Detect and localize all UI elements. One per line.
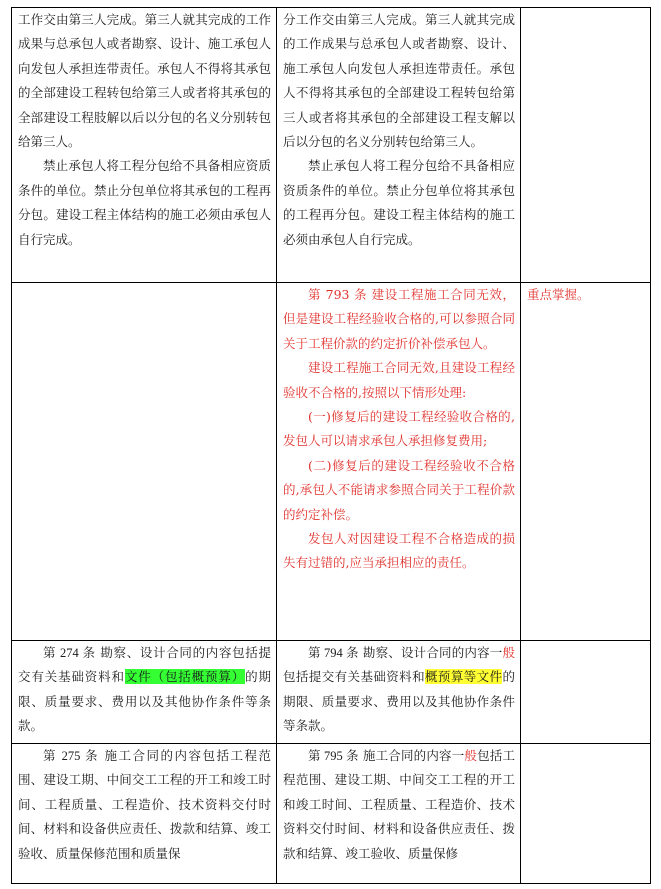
text-run: 施工合同的内容包括工程范围、建设工期、中间交工工程的开工和竣工时间、工程质量、工程造价、技术资料交付时间、材料和设备供应责任、拨款和结算、竣工验收、质量保修范围和质量保 bbox=[18, 748, 271, 861]
comparison-table bbox=[11, 7, 651, 884]
old-law-cell bbox=[12, 8, 277, 283]
old-law-cell bbox=[12, 283, 277, 641]
table-row bbox=[12, 744, 651, 884]
paragraph bbox=[18, 641, 271, 739]
article-number: 第 274 条 bbox=[43, 646, 96, 660]
note-text: 重点掌握。 bbox=[527, 287, 590, 302]
paragraph: 发包人对因建设工程不合格造成的损失有过错的,应当承担相应的责任。 bbox=[283, 531, 515, 571]
paragraph: (一)修复后的建设工程经验收合格的,发包人可以请求承包人承担修复费用; bbox=[283, 409, 515, 449]
article-number: 第 275 条 bbox=[43, 749, 100, 763]
note-cell bbox=[521, 744, 651, 884]
paragraph: 分工作交由第三人完成。第三人就其完成的工作成果与总承包人或者勘察、设计、施工承包人向发包人承担连带责任。承包人不得将其承包的全部建设工程转包给第三人或者将其承包的全部建设工程支解以后以分包的名义分别转包给第三人。 bbox=[283, 12, 515, 150]
paragraph: 第 793 条 建设工程施工合同无效，但是建设工程经验收合格的,可以参照合同关于工程价款的约定折价补偿承包人。 bbox=[283, 287, 515, 351]
paragraph: 建设工程施工合同无效,且建设工程经验收不合格的,按照以下情形处理: bbox=[283, 360, 515, 400]
paragraph bbox=[18, 744, 271, 866]
text-run: 的期限、质量要求、费用以及其他协作条件等条款。 bbox=[283, 669, 515, 734]
text-run: 勘察、设计合同的内容一 bbox=[358, 645, 503, 660]
text-run: 包括提交有关基础资料和 bbox=[283, 669, 425, 685]
yellow-highlight: 概预算等文件 bbox=[425, 669, 503, 685]
red-text: 般 bbox=[464, 748, 478, 763]
note-cell bbox=[521, 283, 651, 641]
old-law-cell bbox=[12, 641, 277, 744]
table-row bbox=[12, 8, 651, 283]
paragraph: (二)修复后的建设工程经验收不合格的,承包人不能请求参照合同关于工程价款的约定补偿。 bbox=[283, 457, 515, 522]
new-law-cell bbox=[277, 8, 521, 283]
article-number: 第 794 条 bbox=[308, 646, 359, 660]
paragraph: 禁止承包人将工程分包给不具备相应资质条件的单位。禁止分包单位将其承包的工程再分包。建设工程主体结构的施工必须由承包人自行完成。 bbox=[18, 158, 271, 247]
old-law-cell bbox=[12, 744, 277, 884]
paragraph bbox=[283, 744, 515, 866]
note-cell bbox=[521, 641, 651, 744]
text-run: 包括工程范围、建设工期、中间交工工程的开工和竣工时间、工程质量、工程造价、技术资料交付时间、材料和设备供应责任、拨款和结算、竣工验收、质量保修 bbox=[283, 748, 515, 861]
table-row bbox=[12, 283, 651, 641]
green-highlight: 文件（包括概预算） bbox=[124, 669, 246, 685]
note-cell bbox=[521, 8, 651, 283]
text-run: 施工合同的内容一 bbox=[358, 748, 465, 763]
new-law-cell bbox=[277, 744, 521, 884]
table-row bbox=[12, 641, 651, 744]
article-number: 第 795 条 bbox=[308, 749, 359, 763]
new-law-cell bbox=[277, 283, 521, 641]
paragraph: 工作交由第三人完成。第三人就其完成的工作成果与总承包人或者勘察、设计、施工承包人向发包人承担连带责任。承包人不得将其承包的全部建设工程转包给第三人或者将其承包的全部建设工程肢解以后以分包的名义分别转包给第三人。 bbox=[18, 12, 271, 150]
paragraph: 禁止承包人将工程分包给不具备相应资质条件的单位。禁止分包单位将其承包的工程再分包。建设工程主体结构的施工必须由承包人自行完成。 bbox=[283, 158, 515, 247]
paragraph bbox=[283, 641, 515, 739]
text-run: 的期限、质量要求、费用以及其他协作条件等条款。 bbox=[18, 669, 271, 734]
new-law-cell bbox=[277, 641, 521, 744]
red-text: 般 bbox=[502, 645, 515, 660]
text-run: 勘察、设计合同的内容包括提交有关基础资料和 bbox=[18, 645, 271, 685]
